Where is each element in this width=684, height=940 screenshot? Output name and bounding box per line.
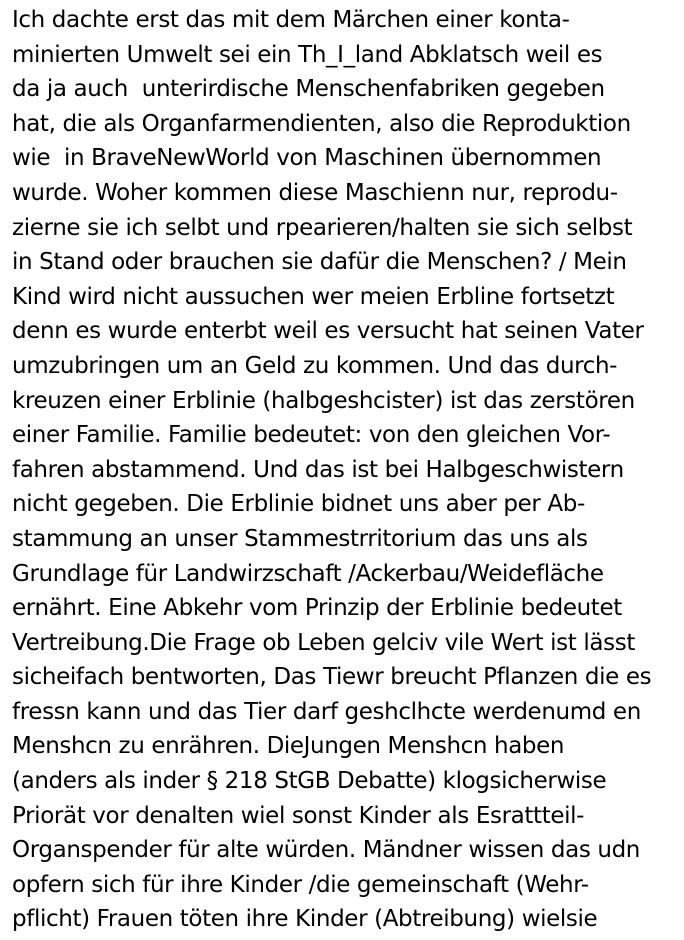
text-line: Grundlage für Landwirzschaft /Ackerbau/Weidefläche (12, 560, 604, 587)
text-line: kreuzen einer Erblinie (halbgeshcister) ist das zerstören (12, 387, 635, 414)
text-line: da ja auch unterirdische Menschenfabriken gegeben (12, 76, 605, 103)
text-line: Organspender für alte würden. Mändner wissen das udn (12, 837, 641, 864)
text-line: zierne sie ich selbt und rpearieren/halten sie sich selbst (12, 214, 633, 241)
text-line: hat, die als Organfarmendienten, also die Reproduktion (12, 110, 631, 137)
document-body-text (12, 3, 682, 937)
text-line: pflicht) Frauen töten ihre Kinder (Abtreibung) wielsie (12, 906, 598, 933)
text-line: Menshcn zu enrähren. DieJungen Menshcn haben (12, 733, 565, 760)
text-line: in Stand oder brauchen sie dafür die Menschen? / Mein (12, 249, 627, 276)
text-line: denn es wurde enterbt weil es versucht hat seinen Vater (12, 318, 644, 345)
text-line: Ich dachte erst das mit dem Märchen einer konta- (12, 7, 570, 33)
text-line: sicheifach bentworten, Das Tiewr breucht Pflanzen die es (12, 664, 652, 691)
text-line: opfern sich für ihre Kinder /die gemeinschaft (Wehr- (12, 871, 589, 898)
text-line: (anders als inder § 218 StGB Debatte) klogsicherwise (12, 768, 607, 795)
text-line: nicht gegeben. Die Erblinie bidnet uns aber per Ab- (12, 491, 585, 518)
text-line: umzubringen um an Geld zu kommen. Und das durch- (12, 352, 618, 379)
text-line: ernährt. Eine Abkehr vom Prinzip der Erblinie bedeutet (12, 595, 622, 622)
text-line: Priorät vor denalten wiel sonst Kinder als Esrattteil- (12, 802, 585, 829)
text-line: wie in BraveNewWorld von Maschinen übernommen (12, 145, 602, 172)
text-line: Kind wird nicht aussuchen wer meien Erbline fortsetzt (12, 283, 615, 310)
text-line: wurde. Woher kommen diese Maschienn nur, reprodu- (12, 179, 618, 206)
text-line: fressn kann und das Tier darf geshclhcte werdenumd en (12, 698, 641, 725)
text-line: stammung an unser Stammestrritorium das uns als (12, 525, 588, 552)
text-line: minierten Umwelt sei ein Th_I_land Abklatsch weil es (12, 41, 603, 68)
text-line: Vertreibung.Die Frage ob Leben gelciv vile Wert ist lässt (12, 629, 635, 656)
text-line: einer Familie. Familie bedeutet: von den gleichen Vor- (12, 422, 611, 449)
text-line: fahren abstammend. Und das ist bei Halbgeschwistern (12, 456, 624, 483)
